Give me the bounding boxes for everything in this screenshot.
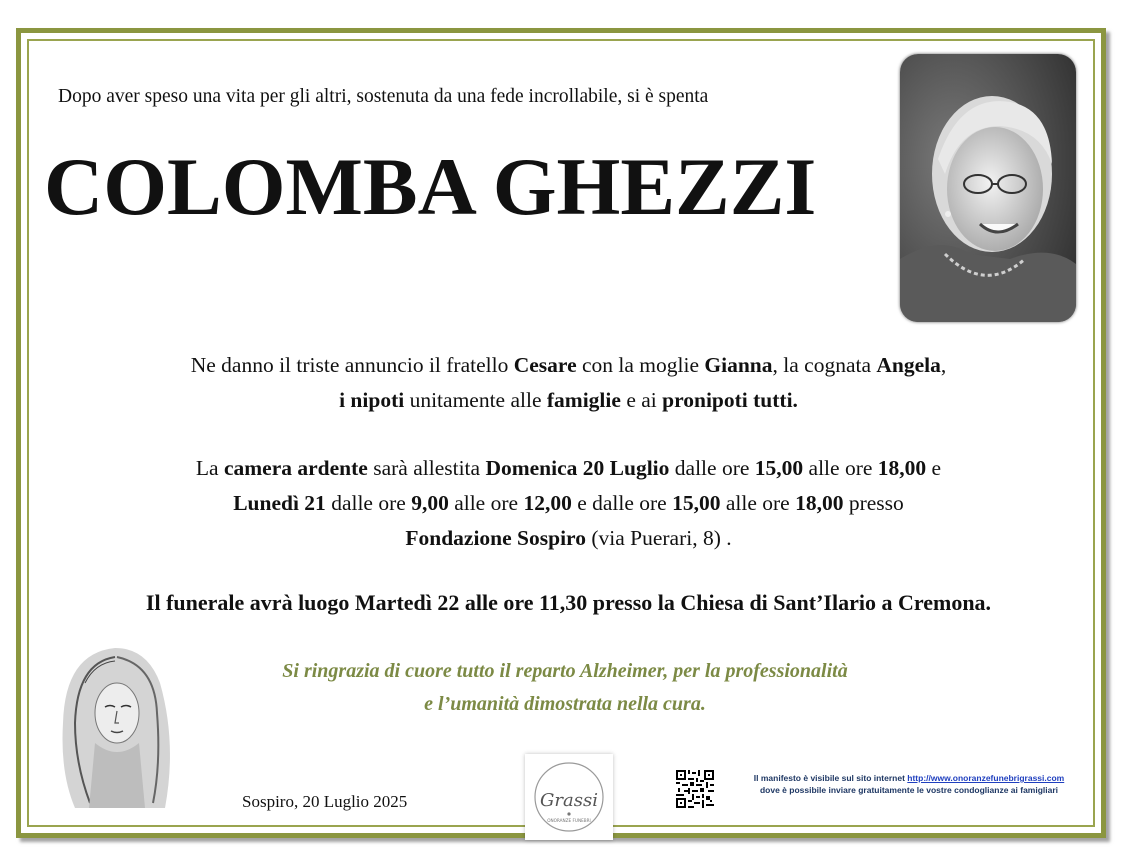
wake-time: 12,00	[523, 491, 572, 515]
funeral-text: Il funerale avrà luogo Martedì 22 alle ore 11,30 presso la Chiesa di Sant’Ilario a Cremona.	[145, 590, 992, 615]
pronipoti-label: pronipoti tutti.	[662, 388, 798, 412]
website-link[interactable]: http://www.onoranzefunebrigrassi.com	[907, 773, 1065, 783]
wake-text	[40, 451, 1097, 556]
wake-part: dalle ore	[325, 491, 412, 515]
famiglie-label: famiglie	[546, 388, 621, 412]
qr-code-icon[interactable]	[676, 770, 714, 808]
wake-time: 18,00	[877, 456, 927, 480]
wake-part: alle ore	[803, 456, 878, 480]
website-note	[728, 772, 1090, 796]
grassi-logo-icon	[525, 754, 613, 840]
intro-text: Dopo aver speso una vita per gli altri, sostenuta da una fede incrollabile, si è spenta	[58, 86, 709, 107]
sister-in-law-name: Gianna	[704, 353, 773, 377]
wake-part: La	[195, 456, 224, 480]
website-note-line-1	[728, 772, 1090, 784]
announcement-part: ,	[940, 353, 947, 377]
cognata-name: Angela	[876, 353, 941, 377]
wake-part: presso	[843, 491, 904, 515]
thanks-line-1: Si ringrazia di cuore tutto il reparto Alzheimer, per la professionalità	[282, 660, 848, 682]
thanks-text	[150, 655, 980, 721]
wake-part: alle ore	[720, 491, 796, 515]
wake-part: alle ore	[448, 491, 524, 515]
portrait-photo	[900, 54, 1076, 322]
logo-script-text: Grassi	[540, 790, 598, 811]
wake-time: 15,00	[754, 456, 804, 480]
logo-caption-text: ONORANZE FUNEBRI	[547, 818, 591, 823]
wake-part: sarà allestita	[367, 456, 486, 480]
announcement-part: Ne danno il triste annuncio il fratello	[190, 353, 514, 377]
wake-time: 18,00	[795, 491, 844, 515]
website-note-line-2: dove è possibile inviare gratuitamente le vostre condoglianze ai famigliari	[759, 785, 1059, 795]
wake-part: e dalle ore	[571, 491, 673, 515]
wake-part: dalle ore	[669, 456, 755, 480]
wake-date-1: Domenica 20 Luglio	[485, 456, 670, 480]
wake-part: e	[926, 456, 942, 480]
madonna-image	[55, 643, 177, 808]
madonna-icon	[55, 643, 177, 808]
thanks-line-2: e l’umanità dimostrata nella cura.	[424, 693, 706, 715]
website-note-prefix: Il manifesto è visibile sul sito internet	[753, 773, 908, 783]
announcement-part: , la cognata	[772, 353, 877, 377]
wake-date-2: Lunedì 21	[233, 491, 326, 515]
announcement-part: e ai	[620, 388, 663, 412]
camera-ardente-label: camera ardente	[223, 456, 368, 480]
announcement-text	[40, 348, 1097, 418]
wake-location: Fondazione Sospiro	[405, 526, 586, 550]
announcement-part: con la moglie	[576, 353, 705, 377]
place-date: Sospiro, 20 Luglio 2025	[242, 792, 408, 811]
announcement-part: unitamente alle	[404, 388, 547, 412]
brother-name: Cesare	[513, 353, 577, 377]
grassi-logo	[525, 754, 613, 840]
deceased-name: COLOMBA GHEZZI	[44, 141, 817, 232]
portrait-photo-image	[900, 54, 1076, 322]
wake-time: 9,00	[411, 491, 449, 515]
wake-time: 15,00	[672, 491, 721, 515]
qr-code-graphic	[676, 770, 714, 808]
nipoti-label: i nipoti	[339, 388, 405, 412]
wake-address: (via Puerari, 8) .	[585, 526, 732, 550]
